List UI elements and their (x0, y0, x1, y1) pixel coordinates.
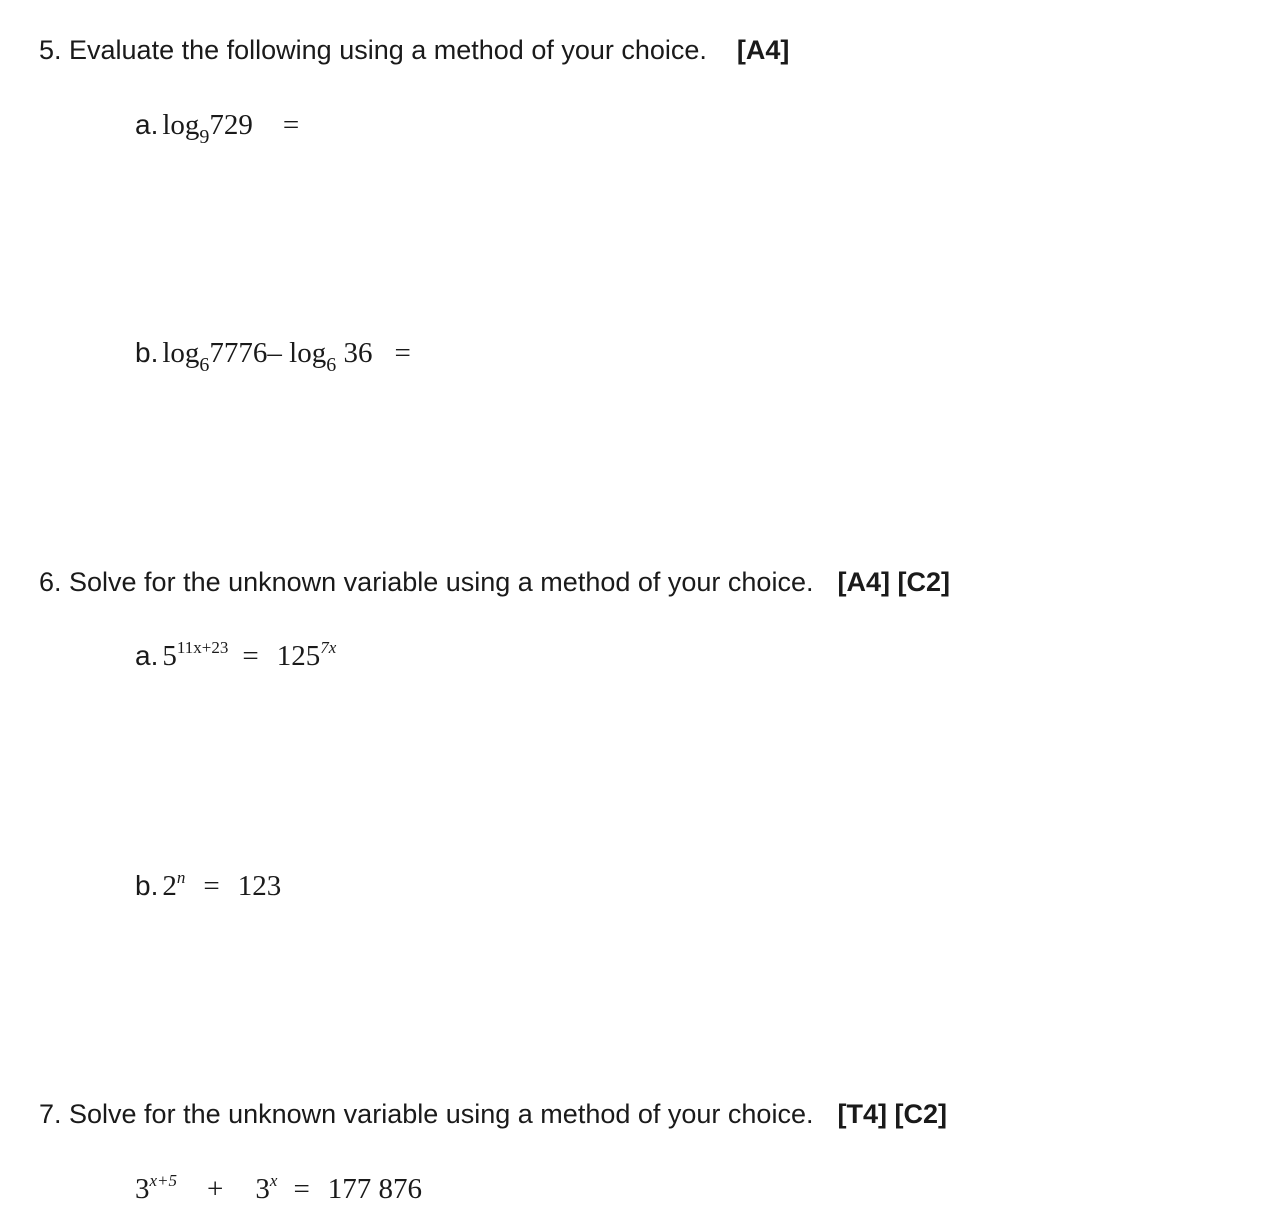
equals-sign: = (293, 1173, 310, 1205)
question-5-marks: [A4] (736, 35, 790, 65)
question-6a (135, 638, 337, 672)
item-label: b. (135, 870, 159, 901)
equals-sign: = (203, 870, 220, 902)
base: 5 (162, 640, 177, 672)
log-argument: 729 (209, 109, 253, 141)
equation-rhs (277, 640, 337, 672)
equation-rhs: 177 876 (327, 1173, 423, 1205)
question-7-equation (135, 1171, 423, 1205)
question-7-heading (39, 1101, 947, 1128)
log-base: 6 (326, 354, 337, 376)
minus-sign: – (267, 337, 282, 369)
log-base: 9 (199, 126, 210, 148)
exponent: x (269, 1171, 278, 1190)
base: 2 (162, 870, 177, 902)
log-word: log (162, 337, 200, 369)
log-word: log (162, 109, 200, 141)
question-5-text: 5. Evaluate the following using a method of your choice. (39, 35, 707, 65)
question-7-marks: [T4] [C2] (837, 1099, 947, 1129)
log-word: log (289, 337, 327, 369)
item-label: b. (135, 337, 159, 368)
term-1 (135, 1173, 177, 1205)
log-expression (162, 337, 373, 376)
exponent: 11x+23 (176, 638, 229, 657)
equation-rhs: 123 (237, 870, 282, 902)
question-6b (135, 868, 282, 902)
log-argument: 36 (343, 337, 373, 369)
item-label: a. (135, 640, 159, 671)
log-argument: 7776 (209, 337, 268, 369)
base: 125 (276, 640, 321, 672)
log-expression (162, 109, 253, 148)
exponent: n (176, 868, 186, 887)
log-base: 6 (199, 354, 210, 376)
equation-lhs (162, 870, 185, 902)
base: 3 (135, 1173, 150, 1205)
exponent: x+5 (149, 1171, 178, 1190)
question-5a (135, 109, 300, 148)
question-6-marks: [A4] [C2] (837, 567, 950, 597)
question-5b (135, 337, 411, 376)
question-5-heading (39, 37, 789, 64)
term-2 (255, 1173, 277, 1205)
plus-sign: + (207, 1173, 224, 1205)
equals-sign: = (242, 640, 259, 672)
equals-sign: = (282, 109, 300, 141)
base: 3 (255, 1173, 270, 1205)
equation-lhs (162, 640, 228, 672)
question-6-heading (39, 569, 950, 596)
question-7-text: 7. Solve for the unknown variable using a method of your choice. (39, 1099, 814, 1129)
question-6-text: 6. Solve for the unknown variable using a method of your choice. (39, 567, 814, 597)
exponent: 7x (320, 638, 337, 657)
equals-sign: = (394, 337, 411, 369)
item-label: a. (135, 109, 159, 140)
